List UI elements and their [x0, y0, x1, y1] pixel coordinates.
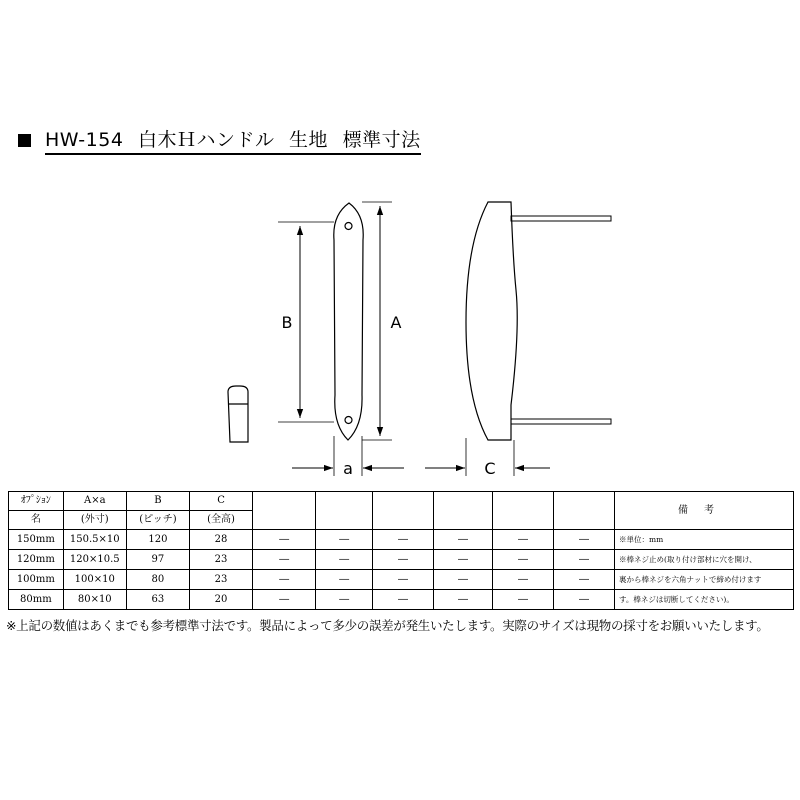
cell-b: 120 [126, 530, 189, 550]
header-notes: 備考 [615, 492, 794, 530]
header-empty [316, 492, 373, 530]
header-empty [253, 492, 316, 530]
title-suffix: 標準寸法 [342, 129, 421, 151]
cell-dash: ― [373, 590, 434, 610]
notes-line: ※棒ネジ止め(取り付け部材に穴を開け、 [615, 550, 794, 570]
footnote: ※上記の数値はあくまでも参考標準寸法です。製品によって多少の誤差が発生いたします。実際のサイズは現物の採寸をお願いいたします。 [6, 618, 769, 633]
dimension-a-width [292, 459, 404, 478]
cell-dash: ― [316, 590, 373, 610]
title-name: 白木Ｈハンドル [137, 129, 275, 151]
header-b-top: B [126, 492, 189, 511]
header-empty [373, 492, 434, 530]
label-b: B [281, 313, 293, 332]
cell-dash: ― [434, 550, 493, 570]
cell-dash: ― [492, 530, 553, 550]
cell-b: 80 [126, 570, 189, 590]
cell-name: 100mm [9, 570, 64, 590]
cell-name: 120mm [9, 550, 64, 570]
cell-dash: ― [434, 530, 493, 550]
extension-lines [278, 202, 514, 476]
title-code: HW-154 [45, 129, 124, 151]
header-empty [554, 492, 615, 530]
table-row [9, 530, 794, 550]
header-empty [434, 492, 493, 530]
cell-name: 80mm [9, 590, 64, 610]
cell-dash: ― [373, 570, 434, 590]
cell-dash: ― [492, 590, 553, 610]
cell-axa: 100×10 [63, 570, 126, 590]
cell-dash: ― [373, 530, 434, 550]
cell-dash: ― [316, 530, 373, 550]
cell-dash: ― [554, 570, 615, 590]
notes-line: す。棒ネジは切断してください)。 [615, 590, 794, 610]
header-c-bottom: (全高) [189, 511, 252, 530]
cell-axa: 120×10.5 [63, 550, 126, 570]
spec-table [8, 491, 794, 610]
cell-dash: ― [253, 590, 316, 610]
cell-dash: ― [253, 550, 316, 570]
label-a-lower: a [343, 459, 353, 478]
label-a-upper: A [390, 313, 402, 332]
cell-axa: 80×10 [63, 590, 126, 610]
side-view-handle [466, 202, 611, 440]
cell-name: 150mm [9, 530, 64, 550]
header-axa-bottom: (外寸) [63, 511, 126, 530]
cell-dash: ― [492, 570, 553, 590]
notes-line: 裏から棒ネジを六角ナットで締め付けます [615, 570, 794, 590]
table-row [9, 570, 794, 590]
cell-dash: ― [253, 570, 316, 590]
cell-c: 23 [189, 570, 252, 590]
cell-b: 97 [126, 550, 189, 570]
table-row [9, 550, 794, 570]
cell-dash: ― [316, 550, 373, 570]
cell-b: 63 [126, 590, 189, 610]
header-empty [492, 492, 553, 530]
end-view-profile [228, 386, 248, 442]
header-option-bottom: 名 [9, 511, 64, 530]
cell-dash: ― [316, 570, 373, 590]
cell-dash: ― [554, 590, 615, 610]
cell-dash: ― [492, 550, 553, 570]
cell-axa: 150.5×10 [63, 530, 126, 550]
cell-dash: ― [554, 550, 615, 570]
cell-dash: ― [434, 590, 493, 610]
header-option-top: ｵﾌﾟｼｮﾝ [9, 492, 64, 511]
title-finish: 生地 [289, 129, 329, 151]
cell-dash: ― [253, 530, 316, 550]
table-header-row [9, 492, 794, 511]
cell-c: 20 [189, 590, 252, 610]
dimension-b [282, 226, 300, 418]
cell-c: 28 [189, 530, 252, 550]
header-c-top: C [189, 492, 252, 511]
cell-dash: ― [434, 570, 493, 590]
dimension-a-length [380, 206, 402, 436]
cell-dash: ― [554, 530, 615, 550]
table-row [9, 590, 794, 610]
cell-dash: ― [373, 550, 434, 570]
header-b-bottom: (ピッチ) [126, 511, 189, 530]
cell-c: 23 [189, 550, 252, 570]
header-axa-top: A×a [63, 492, 126, 511]
notes-line: ※単位：mm [615, 530, 794, 550]
dimension-c [425, 459, 550, 478]
front-view-handle [334, 203, 363, 440]
label-c: C [484, 459, 496, 478]
